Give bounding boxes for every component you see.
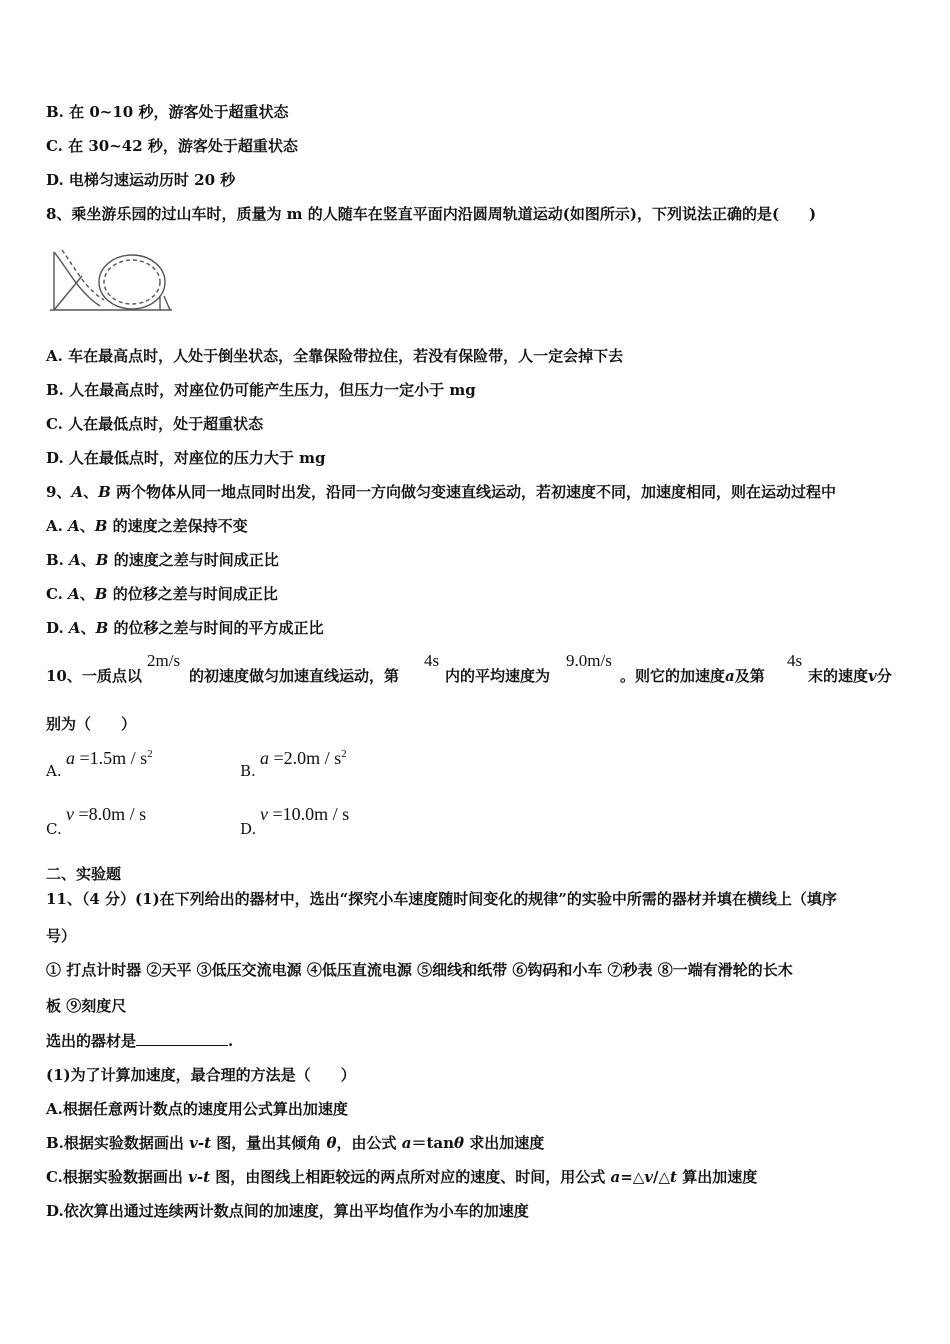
q10-fourth-second-1: 4s (424, 651, 440, 670)
q10-option-b-label: B. (240, 762, 256, 780)
q10-text-5: 末的速度v分 (808, 667, 892, 685)
q10-text-4: 。则它的加速度a及第 (620, 667, 765, 685)
q9-option-c: C. A、B 的位移之差与时间成正比 (46, 585, 278, 603)
q10-option-c-formula: v =8.0m / s (66, 804, 147, 824)
q10-text-line2: 别为（ ） (46, 715, 137, 733)
q11-sub-question: (1)为了计算加速度，最合理的方法是（ ） (46, 1066, 356, 1084)
q9-option-b: B. A、B 的速度之差与时间成正比 (46, 551, 279, 569)
q10-option-d-formula: v =10.0m / s (260, 804, 350, 824)
q11-stem-line1: 11、（4 分）(1)在下列给出的器材中，选出“探究小车速度随时间变化的规律”的实验中所需的器材并填在横线上（填序 (46, 890, 837, 908)
q10-option-c-label: C. (46, 820, 62, 838)
q8-option-c: C. 人在最低点时，处于超重状态 (46, 415, 264, 433)
q10-text-1: 10、一质点以 (46, 667, 142, 685)
q10-option-b-formula: $a =2.0m / s^2$ (260, 748, 347, 768)
q8-option-a: A. 车在最高点时，人处于倒坐状态，全靠保险带拉住，若没有保险带，人一定会掉下去 (46, 347, 624, 365)
q11-stem-line2: 号） (46, 927, 77, 945)
q8-stem: 8、乘坐游乐园的过山车时，质量为 m 的人随车在竖直平面内沿圆周轨道运动(如图所示)，下列说法正确的是( ) (46, 205, 817, 223)
q10-text-2: 的初速度做匀加速直线运动，第 (189, 667, 400, 685)
q8-option-d: D. 人在最低点时，对座位的压力大于 mg (46, 449, 326, 467)
q11-equipment-list-line1: ① 打点计时器 ②天平 ③低压交流电源 ④低压直流电源 ⑤细线和纸带 ⑥钩码和小车 ⑦秒表 ⑧一端有滑轮的长木 (46, 961, 793, 979)
q8-option-b: B. 人在最高点时，对座位仍可能产生压力，但压力一定小于 mg (46, 381, 476, 399)
q9-option-a: A. A、B 的速度之差保持不变 (46, 517, 248, 535)
roller-coaster-loop-figure (48, 246, 178, 316)
q9-stem: 9、A、B 两个物体从同一地点同时出发，沿同一方向做匀变速直线运动，若初速度不同，加速度相同，则在运动过程中 (46, 483, 837, 501)
q9-option-d: D. A、B 的位移之差与时间的平方成正比 (46, 619, 324, 637)
q10-fourth-second-2: 4s (787, 651, 803, 670)
q11-option-c: C.根据实验数据画出 v-t 图，由图线上相距较远的两点所对应的速度、时间，用公式 a=△v/△t 算出加速度 (46, 1168, 758, 1186)
q10-text-3: 内的平均速度为 (445, 667, 551, 685)
q10-option-d-label: D. (240, 820, 257, 838)
q7-option-d: D. 电梯匀速运动历时 20 秒 (46, 171, 236, 189)
q10-option-a-formula: $a =1.5m / s^2$ (66, 748, 153, 768)
q11-option-d: D.依次算出通过连续两计数点间的加速度，算出平均值作为小车的加速度 (46, 1202, 529, 1220)
q10-option-a-label: A. (46, 762, 62, 780)
q7-option-b: B. 在 0~10 秒，游客处于超重状态 (46, 103, 289, 121)
q11-option-a: A.根据任意两计数点的速度用公式算出加速度 (46, 1100, 348, 1118)
q11-equipment-list-line2: 板 ⑨刻度尺 (46, 997, 127, 1015)
section-heading: 二、实验题 (46, 865, 122, 883)
q10-average-velocity: 9.0m/s (566, 651, 612, 670)
answer-blank[interactable] (136, 1031, 228, 1046)
q10-initial-velocity: 2m/s (147, 651, 181, 670)
q7-option-c: C. 在 30~42 秒，游客处于超重状态 (46, 137, 298, 155)
q11-answer-line: 选出的器材是 . (46, 1032, 234, 1050)
q11-option-b: B.根据实验数据画出 v-t 图，量出其倾角 θ，由公式 a＝tanθ 求出加速度 (46, 1134, 545, 1152)
